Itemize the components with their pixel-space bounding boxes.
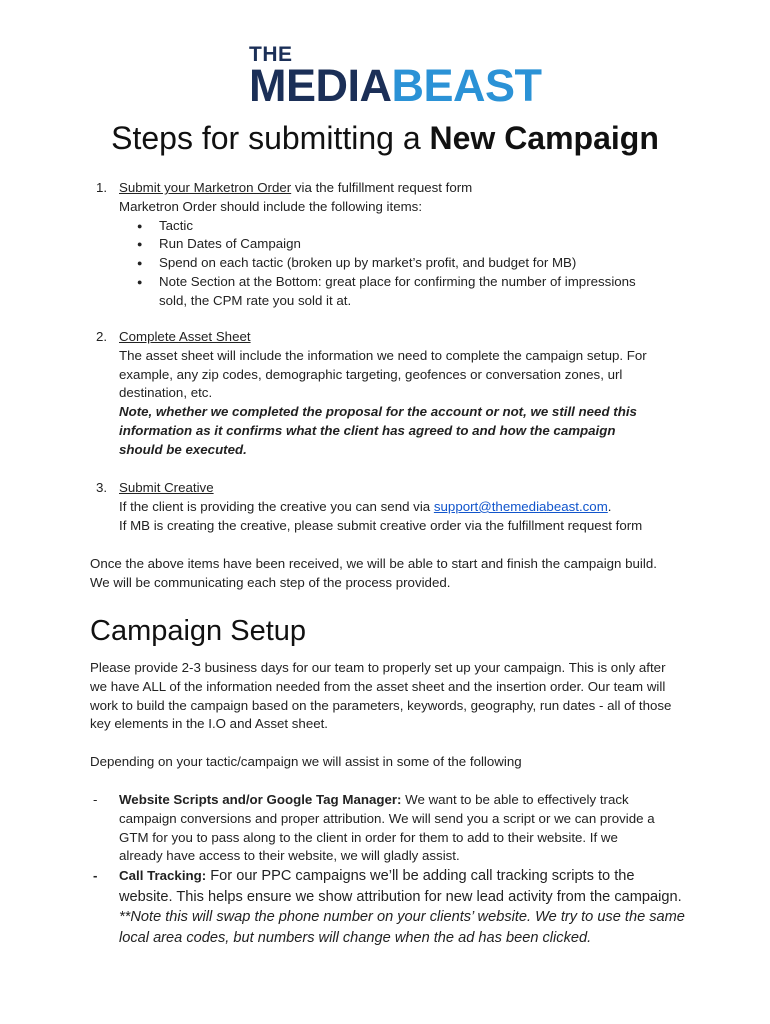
- mediabeast-logo: [249, 43, 542, 111]
- setup-item-note: **Note this will swap the phone number on your clients’ website. We try to use the same local area codes, but numbers will change when the ad has been clicked.: [119, 909, 685, 946]
- bullet-item: ● Note Section at the Bottom: great place for confirming the number of impressions sold, the CPM rate you sold it at.: [119, 273, 679, 311]
- setup-item-call-tracking: [119, 866, 685, 948]
- step-1: [119, 179, 679, 311]
- step-3-line1-prefix: If the client is providing the creative you can send via: [119, 498, 434, 514]
- step-2-link[interactable]: Complete Asset Sheet: [119, 329, 251, 344]
- step-3-line1: [119, 498, 679, 517]
- list-dash: -: [93, 868, 98, 883]
- step-3-line2: If MB is creating the creative, please submit creative order via the fulfillment request form: [119, 517, 643, 533]
- step-1-number: 1.: [96, 180, 108, 195]
- step-1-link[interactable]: Submit your Marketron Order: [119, 180, 292, 195]
- list-dash: -: [93, 792, 98, 807]
- step-2-number: 2.: [96, 329, 108, 344]
- step-3: [119, 479, 679, 535]
- bullet-item: ● Tactic: [119, 217, 679, 236]
- title-prefix: Steps for submitting a: [111, 120, 421, 156]
- logo-beast: BEAST: [391, 60, 542, 111]
- campaign-setup-heading: Campaign Setup: [90, 615, 307, 647]
- page-title: [0, 120, 770, 157]
- setup-item-text: For our PPC campaigns we’ll be adding call tracking scripts to the website. This helps ensure we show attribution for new lead activity from the campaign.: [119, 868, 682, 905]
- bullet-item: ● Spend on each tactic (broken up by market’s profit, and budget for MB): [119, 254, 679, 273]
- step-2-body: The asset sheet will include the information we need to complete the campaign setup. For example, any zip codes, demographic targeting, geofences or conversation zones, url destination, etc.: [119, 347, 647, 401]
- support-email-link[interactable]: support@themediabeast.com: [433, 498, 608, 514]
- step-2: [119, 328, 679, 460]
- setup-paragraph-2: Depending on your tactic/campaign we will assist in some of the following: [90, 754, 522, 769]
- logo-wordmark: [249, 62, 542, 110]
- step-3-number: 3.: [96, 480, 108, 495]
- setup-item-website-scripts: [119, 791, 665, 866]
- step-3-link[interactable]: Submit Creative: [119, 480, 214, 495]
- setup-item-label: Website Scripts and/or Google Tag Manager:: [119, 792, 402, 807]
- bullet-item: ● Run Dates of Campaign: [119, 235, 679, 254]
- step-2-note: Note, whether we completed the proposal for the account or not, we still need this information as it confirms what the client has agreed to and how the campaign should be executed.: [119, 404, 637, 457]
- step-1-rest: via the fulfillment request form: [291, 180, 473, 195]
- closing-paragraph: Once the above items have been received, we will be able to start and finish the campaign build. We will be communicating each step of the process provided.: [90, 556, 657, 590]
- logo-media: MEDIA: [249, 60, 392, 111]
- step-1-heading: [119, 179, 679, 198]
- title-bold: New Campaign: [429, 120, 659, 156]
- setup-item-label: Call Tracking:: [119, 868, 207, 883]
- setup-paragraph-1: Please provide 2-3 business days for our team to properly set up your campaign. This is only after we have ALL of the information needed from the asset sheet and the insertion order. Our team will work to build the campaign based on the parameters, keywords, geography, run dates - all of those key elements in the I.O and Asset sheet.: [90, 660, 672, 732]
- step-3-line1-suffix: .: [607, 498, 612, 514]
- step-1-sub: Marketron Order should include the following items:: [119, 198, 423, 214]
- step-1-bullets: [119, 217, 679, 311]
- setup-item-text: We want to be able to effectively track campaign conversions and proper attribution. We will send you a script or we can provide a GTM for you to pass along to the client in order for them to add to their website. If we already have access to their website, we will gladly assist.: [119, 792, 655, 864]
- logo-the: THE: [249, 43, 293, 66]
